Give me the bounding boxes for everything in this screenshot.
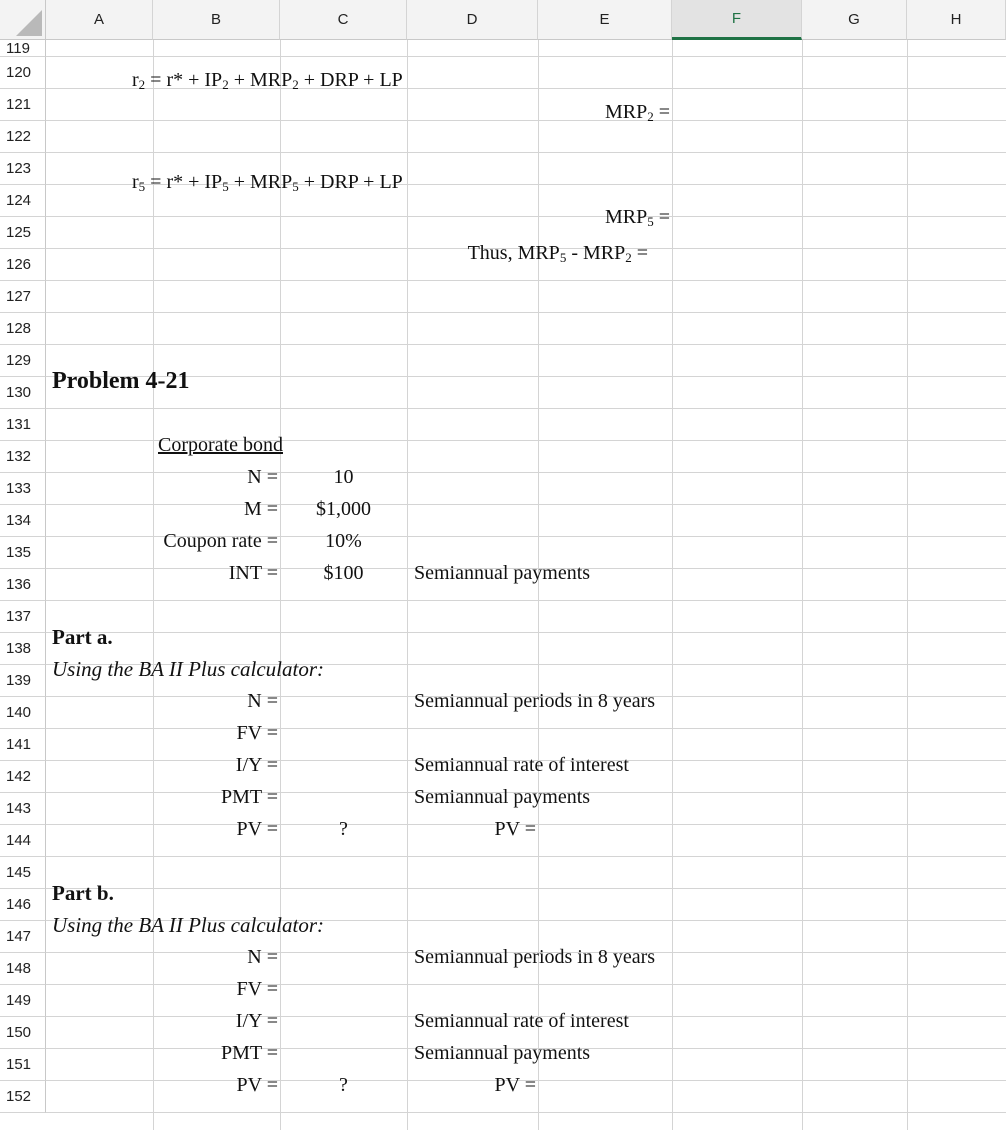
part-b-pv-value[interactable]: ? <box>339 1074 348 1096</box>
row-line <box>46 888 1006 889</box>
row-header-131[interactable]: 131 <box>0 409 46 441</box>
row-line <box>46 984 1006 985</box>
row-header-124[interactable]: 124 <box>0 185 46 217</box>
row-header-126[interactable]: 126 <box>0 249 46 281</box>
part-b-calculator-note[interactable]: Using the BA II Plus calculator: <box>52 913 324 937</box>
coupon-rate-label[interactable]: Coupon rate = <box>163 530 278 552</box>
part-a-pv-value[interactable]: ? <box>339 818 348 840</box>
column-header-e[interactable]: E <box>538 0 672 40</box>
row-line <box>46 344 1006 345</box>
row-line <box>46 216 1006 217</box>
row-line <box>46 56 1006 57</box>
part-a-fv-label[interactable]: FV = <box>236 722 278 744</box>
part-a-pv-note[interactable]: PV = <box>494 818 536 840</box>
row-header-141[interactable]: 141 <box>0 729 46 761</box>
mrp5-label[interactable]: $MRP_5$ = <box>604 206 670 229</box>
row-header-144[interactable]: 144 <box>0 825 46 857</box>
row-header-128[interactable]: 128 <box>0 313 46 345</box>
bond-m-value[interactable]: $1,000 <box>316 498 371 520</box>
select-all-triangle-icon <box>16 10 42 36</box>
row-header-129[interactable]: 129 <box>0 345 46 377</box>
part-b-pv-note[interactable]: PV = <box>494 1074 536 1096</box>
row-header-136[interactable]: 136 <box>0 569 46 601</box>
row-line <box>46 280 1006 281</box>
part-b-pmt-label[interactable]: PMT = <box>220 1042 278 1064</box>
row-header-122[interactable]: 122 <box>0 121 46 153</box>
column-header-a[interactable]: A <box>46 0 153 40</box>
part-a-calculator-note[interactable]: Using the BA II Plus calculator: <box>52 657 324 681</box>
part-a-pmt-note[interactable]: Semiannual payments <box>414 786 591 808</box>
int-value[interactable]: $100 <box>323 562 364 584</box>
part-a-title[interactable]: Part a. <box>52 625 113 649</box>
row-header-135[interactable]: 135 <box>0 537 46 569</box>
row-header-146[interactable]: 146 <box>0 889 46 921</box>
row-header-149[interactable]: 149 <box>0 985 46 1017</box>
row-line <box>46 504 1006 505</box>
row-header-121[interactable]: 121 <box>0 89 46 121</box>
r2-formula[interactable]: $r_2 = r* + IP_2 + MRP_2$ + DRP + LP <box>132 69 403 92</box>
row-line <box>46 856 1006 857</box>
row-line <box>46 1112 1006 1113</box>
part-a-iy-label[interactable]: I/Y = <box>235 754 278 776</box>
part-b-n-label[interactable]: N = <box>247 946 278 968</box>
int-label[interactable]: INT = <box>228 562 278 584</box>
row-header-140[interactable]: 140 <box>0 697 46 729</box>
thus-difference-label[interactable]: Thus, $MRP_5 - MRP_2$ = <box>467 242 648 265</box>
row-header-125[interactable]: 125 <box>0 217 46 249</box>
part-a-iy-note[interactable]: Semiannual rate of interest <box>414 754 629 776</box>
column-header-g[interactable]: G <box>802 0 907 40</box>
row-line <box>46 120 1006 121</box>
part-b-n-note[interactable]: Semiannual periods in 8 years <box>414 946 656 968</box>
select-all-corner[interactable] <box>0 0 46 40</box>
row-header-151[interactable]: 151 <box>0 1049 46 1081</box>
corporate-bond-title[interactable]: Corporate bond <box>158 434 283 456</box>
row-line <box>46 472 1006 473</box>
row-header-134[interactable]: 134 <box>0 505 46 537</box>
coupon-rate-value[interactable]: 10% <box>325 530 362 552</box>
column-header-b[interactable]: B <box>153 0 280 40</box>
r5-formula[interactable]: $r_5 = r* + IP_5 + MRP_5$ + DRP + LP <box>132 171 403 194</box>
problem-title[interactable]: Problem 4-21 <box>52 368 190 394</box>
row-line <box>46 376 1006 377</box>
column-header-h[interactable]: H <box>907 0 1006 40</box>
row-line <box>46 600 1006 601</box>
part-a-pv-label[interactable]: PV = <box>236 818 278 840</box>
part-b-pmt-note[interactable]: Semiannual payments <box>414 1042 591 1064</box>
row-line <box>46 632 1006 633</box>
row-line <box>46 408 1006 409</box>
row-header-142[interactable]: 142 <box>0 761 46 793</box>
row-line <box>46 152 1006 153</box>
row-header-152[interactable]: 152 <box>0 1081 46 1113</box>
part-b-iy-note[interactable]: Semiannual rate of interest <box>414 1010 629 1032</box>
mrp2-label[interactable]: $MRP_2$ = <box>604 101 670 124</box>
row-header-150[interactable]: 150 <box>0 1017 46 1049</box>
part-b-iy-label[interactable]: I/Y = <box>235 1010 278 1032</box>
row-header-138[interactable]: 138 <box>0 633 46 665</box>
row-header-148[interactable]: 148 <box>0 953 46 985</box>
row-header-147[interactable]: 147 <box>0 921 46 953</box>
bond-n-label[interactable]: N = <box>247 466 278 488</box>
bond-n-value[interactable]: 10 <box>333 466 354 488</box>
part-a-n-label[interactable]: N = <box>247 690 278 712</box>
row-line <box>46 728 1006 729</box>
row-header-130[interactable]: 130 <box>0 377 46 409</box>
part-a-n-note[interactable]: Semiannual periods in 8 years <box>414 690 656 712</box>
column-header-c[interactable]: C <box>280 0 407 40</box>
row-header-133[interactable]: 133 <box>0 473 46 505</box>
row-header-137[interactable]: 137 <box>0 601 46 633</box>
part-b-pv-label[interactable]: PV = <box>236 1074 278 1096</box>
row-header-119[interactable]: 119 <box>0 40 46 57</box>
row-header-123[interactable]: 123 <box>0 153 46 185</box>
row-header-145[interactable]: 145 <box>0 857 46 889</box>
bond-m-label[interactable]: M = <box>243 498 278 520</box>
row-header-132[interactable]: 132 <box>0 441 46 473</box>
column-header-d[interactable]: D <box>407 0 538 40</box>
column-header-f[interactable]: F <box>672 0 802 40</box>
row-line <box>46 312 1006 313</box>
part-b-fv-label[interactable]: FV = <box>236 978 278 1000</box>
row-header-120[interactable]: 120 <box>0 57 46 89</box>
part-b-title[interactable]: Part b. <box>52 881 114 905</box>
row-header-127[interactable]: 127 <box>0 281 46 313</box>
row-header-139[interactable]: 139 <box>0 665 46 697</box>
int-note[interactable]: Semiannual payments <box>414 562 591 584</box>
row-header-143[interactable]: 143 <box>0 793 46 825</box>
part-a-pmt-label[interactable]: PMT = <box>220 786 278 808</box>
